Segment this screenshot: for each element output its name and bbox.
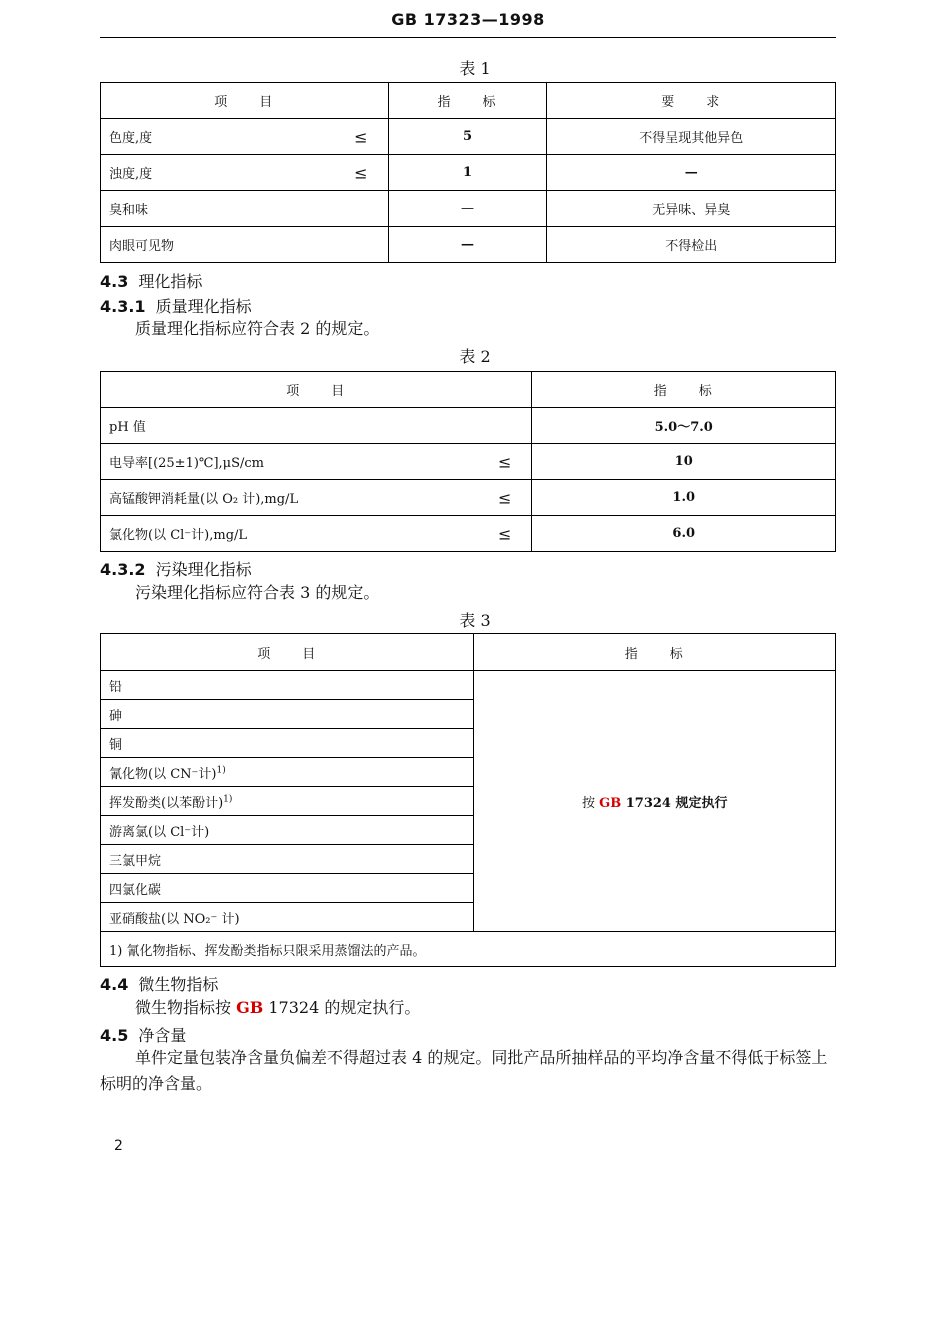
section-4-3-2 [100,557,252,580]
table2-header-item: 项 目 [101,372,532,408]
le-symbol: ≤ [498,488,512,507]
p44-pre: 微生物指标按 [135,998,237,1017]
table3-caption: 表 3 [459,611,491,630]
table-row [101,444,836,480]
table1-req-cell: 不得检出 [547,227,836,263]
table1-req-cell: 不得呈现其他异色 [547,119,836,155]
table1-req-cell: — [547,155,836,191]
item-label: 铜 [109,737,123,753]
table1-value-cell: — [388,227,547,263]
item-label: 浊度,度 [109,167,153,182]
table-row [101,227,836,263]
table1-header-requirement: 要 求 [547,83,836,119]
section-number: 4.3.2 [100,560,146,579]
section-4-3-1 [100,294,252,317]
table2-caption: 表 2 [459,347,491,366]
table3-item-cell [101,671,474,700]
table2-item-cell [101,408,532,444]
table-row [101,155,836,191]
table3-item-cell [101,787,474,816]
header-rule [100,37,836,38]
item-label: 砷 [109,708,123,724]
table-row [101,516,836,552]
item-label: 四氯化碳 [109,882,162,898]
table3-header-index: 指 标 [474,634,836,671]
merged-pre: 按 [581,795,600,811]
section-title: 净含量 [138,1026,187,1045]
section-4-5 [100,1023,186,1046]
table2-value-cell: 6.0 [532,516,836,552]
table3-merged-value-cell [474,671,836,932]
item-label: 臭和味 [109,203,149,218]
table-row [101,671,836,700]
section-4-4 [100,972,218,995]
paragraph-4-4 [100,995,836,1021]
item-label: pH 值 [109,420,146,435]
table3-item-cell [101,758,474,787]
page-number: 2 [114,1138,123,1154]
item-label: 铅 [109,679,123,695]
table3-footnote: 1) 氰化物指标、挥发酚类指标只限采用蒸馏法的产品。 [101,932,836,967]
section-title: 微生物指标 [138,975,219,994]
merged-post: 17324 规定执行 [621,795,728,811]
gb-link[interactable]: GB [236,998,264,1017]
paragraph-4-3-2: 污染理化指标应符合表 3 的规定。 [135,583,380,602]
table2-value-cell: 5.0～7.0 [532,408,836,444]
table3-item-cell [101,845,474,874]
le-symbol: ≤ [354,163,368,182]
table2-value-cell: 1.0 [532,480,836,516]
section-4-3 [100,269,202,292]
table2-header-row [101,372,836,408]
gb-link[interactable]: GB [599,795,622,811]
table3-header-row [101,634,836,671]
item-label: 氯化物(以 Cl⁻计),mg/L [109,528,248,543]
le-symbol: ≤ [498,452,512,471]
p44-post: 17324 的规定执行。 [263,998,421,1017]
table1-header-item: 项 目 [101,83,389,119]
section-number: 4.3.1 [100,297,146,316]
table2-header-index: 指 标 [532,372,836,408]
table2 [100,371,836,552]
table1-item-cell [101,227,389,263]
le-symbol: ≤ [498,524,512,543]
table-row [101,480,836,516]
table3 [100,633,836,967]
table1 [100,82,836,263]
table1-item-cell [101,119,389,155]
table3-item-cell [101,816,474,845]
table2-item-cell [101,480,532,516]
table1-caption: 表 1 [459,59,491,78]
table3-item-cell [101,729,474,758]
item-label: 色度,度 [109,131,153,146]
table1-header-index: 指 标 [388,83,547,119]
standard-header: GB 17323—1998 [391,10,545,29]
table3-footnote-row [101,932,836,967]
table-row [101,191,836,227]
section-title: 污染理化指标 [155,560,252,579]
section-number: 4.4 [100,975,129,994]
table1-req-cell: 无异味、异臭 [547,191,836,227]
item-label: 三氯甲烷 [109,853,162,869]
item-label: 亚硝酸盐(以 NO₂⁻ 计) [109,911,240,927]
table2-item-cell [101,444,532,480]
item-label: 氰化物(以 CN⁻计) [109,766,217,782]
table1-value-cell: 1 [388,155,547,191]
item-label: 高锰酸钾消耗量(以 O₂ 计),mg/L [109,492,299,507]
item-label: 电导率[(25±1)℃],μS/cm [109,456,265,471]
section-number: 4.5 [100,1026,129,1045]
table1-header-row [101,83,836,119]
footnote-mark: 1) [223,794,233,805]
paragraph-4-5: 单件定量包装净含量负偏差不得超过表 4 的规定。同批产品所抽样品的平均净含量不得低于标签上标明的净含量。 [100,1048,828,1093]
table3-item-cell [101,700,474,729]
table3-item-cell [101,903,474,932]
table1-value-cell: 5 [388,119,547,155]
paragraph-4-3-1: 质量理化指标应符合表 2 的规定。 [135,319,380,338]
footnote-mark: 1) [216,765,226,776]
section-number: 4.3 [100,272,129,291]
table1-item-cell [101,191,389,227]
le-symbol: ≤ [354,127,368,146]
section-title: 质量理化指标 [155,297,252,316]
table1-value-cell: — [388,191,547,227]
table2-value-cell: 10 [532,444,836,480]
item-label: 肉眼可见物 [109,239,175,254]
table-row [101,119,836,155]
item-label: 游离氯(以 Cl⁻计) [109,824,210,840]
table2-item-cell [101,516,532,552]
table3-header-item: 项 目 [101,634,474,671]
section-title: 理化指标 [138,272,203,291]
table1-item-cell [101,155,389,191]
table3-item-cell [101,874,474,903]
item-label: 挥发酚类(以苯酚计) [109,795,224,811]
table-row [101,408,836,444]
